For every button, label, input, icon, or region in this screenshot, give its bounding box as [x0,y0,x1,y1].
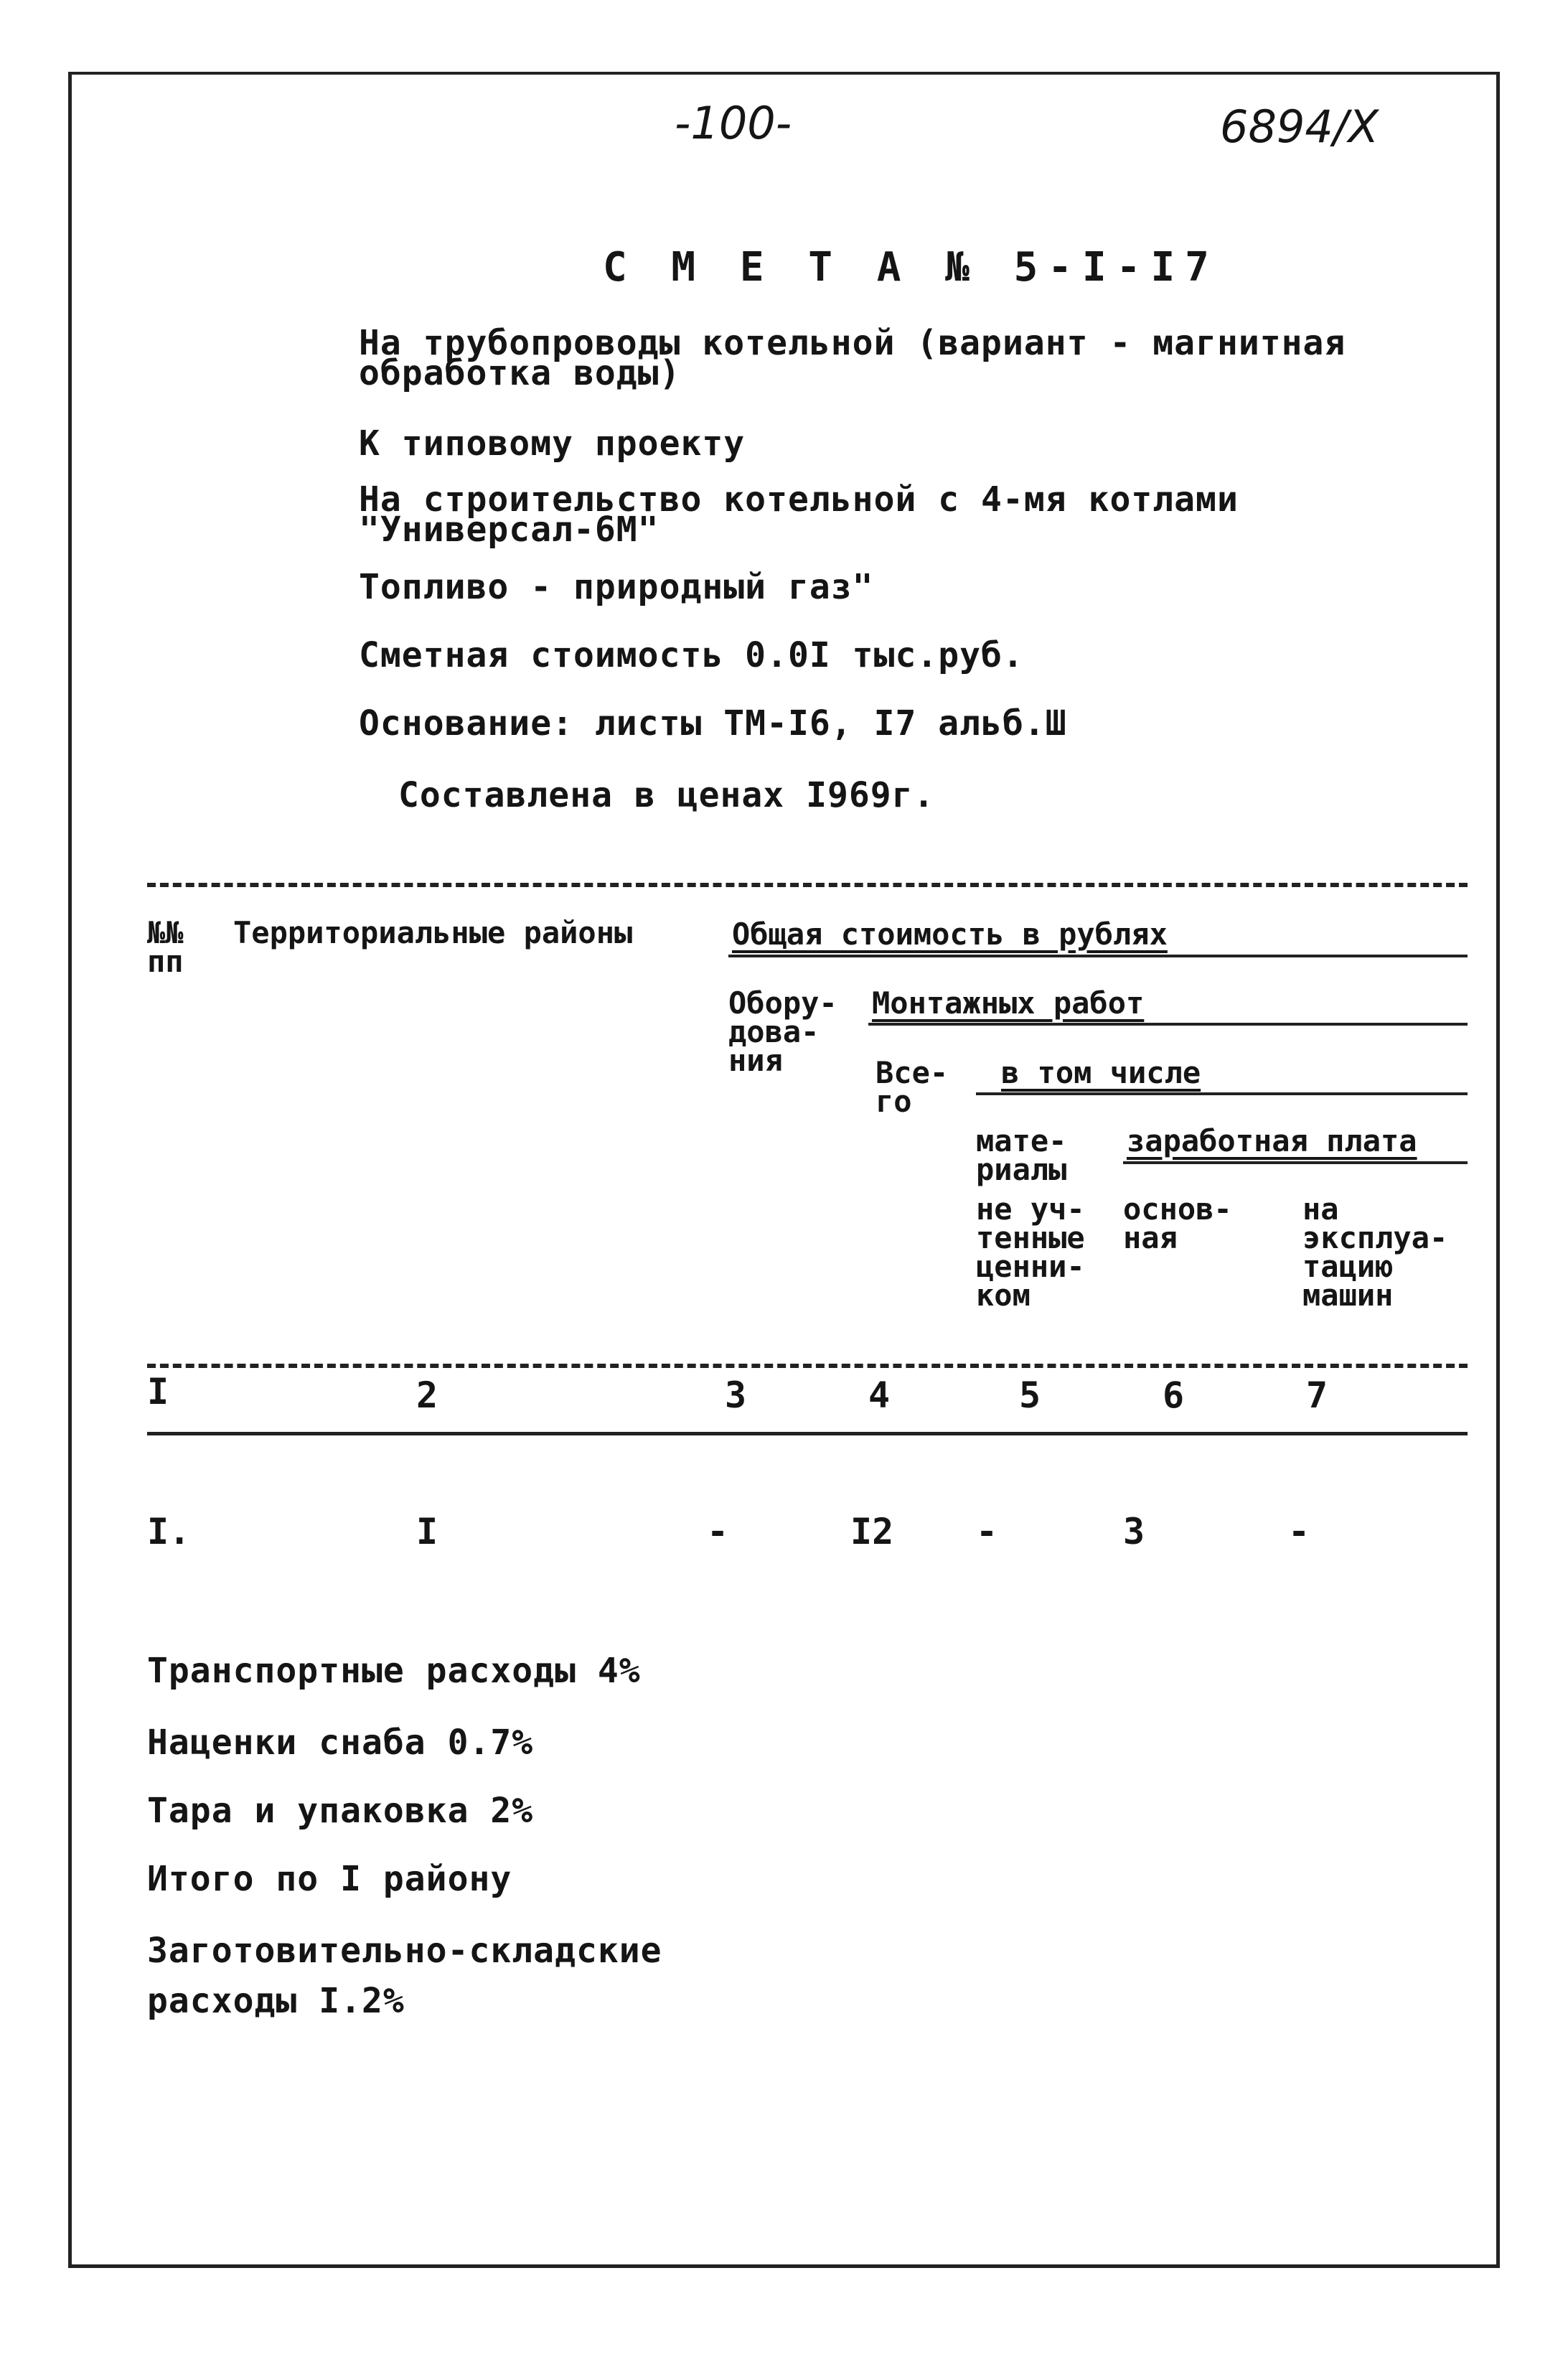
equipment-header-3: ния [728,1043,783,1078]
column-number: 6 [1163,1374,1185,1416]
materials-header-5: ценни- [976,1249,1085,1284]
table-cell: - [1288,1511,1310,1552]
column-number: 5 [1019,1374,1041,1416]
column-numbers-bottom-rule [147,1432,1468,1435]
basis: Основание: листы ТМ-I6, I7 альб.Ш [359,703,1067,744]
materials-header-1: мате- [976,1123,1067,1158]
equipment-header-2: дова- [728,1014,820,1049]
note-procurement-1: Заготовительно-складские [147,1931,662,1971]
construction-line-1: На строительство котельной с 4-мя котлами [359,479,1239,520]
materials-header-3: не уч- [976,1191,1085,1227]
including-header: в том числе [1001,1055,1201,1090]
installation-underline [868,1023,1468,1026]
table-cell: I. [147,1511,191,1552]
estimate-title: С М Е Т А № 5-I-I7 [603,244,1219,291]
note-total-region: Итого по I району [147,1859,512,1899]
column-number: I [147,1371,169,1412]
col-regions-header: Территориальные районы [233,915,633,950]
construction-line-2: "Универсал-6М" [359,510,659,550]
column-numbers-top-rule [147,1364,1468,1368]
wages-underline [1123,1161,1468,1164]
wages-header: заработная плата [1127,1123,1417,1158]
archive-number: 6894/X [1220,100,1379,153]
note-transport: Транспортные расходы 4% [147,1651,641,1691]
machines-header-4: машин [1302,1278,1394,1313]
table-cell: I2 [850,1511,894,1552]
basic-wage-header-1: основ- [1123,1191,1232,1227]
machines-header-3: тацию [1302,1249,1394,1284]
subject-line-2: обработка воды) [359,353,681,393]
project-reference: К типовому проекту [359,423,746,464]
total-cost-underline [728,955,1468,957]
table-cell: 3 [1123,1511,1145,1552]
including-underline [976,1092,1468,1095]
page-number: -100- [675,97,792,149]
column-number: 2 [416,1374,438,1416]
materials-header-6: ком [976,1278,1031,1313]
table-top-rule [147,883,1468,887]
column-number: 3 [725,1374,747,1416]
machines-header-1: на [1302,1191,1339,1227]
table-cell: - [976,1511,998,1552]
column-number: 4 [868,1374,891,1416]
total-cost-header: Общая стоимость в рублях [732,917,1168,952]
col-num-header-1: №№ [147,915,184,950]
col-num-header-2: пп [147,944,184,979]
machines-header-2: эксплуа- [1302,1220,1448,1255]
table-cell: I [416,1511,438,1552]
materials-header-2: риалы [976,1152,1067,1187]
subject-line-1: На трубопроводы котельной (вариант - магнитная [359,323,1346,363]
note-markup: Наценки снаба 0.7% [147,1723,534,1763]
installation-header: Монтажных работ [872,985,1145,1021]
column-number: 7 [1306,1374,1328,1416]
total-header-1: Все- [875,1055,949,1090]
total-header-2: го [875,1084,912,1119]
fuel-type: Топливо - природный газ" [359,567,874,607]
basic-wage-header-2: ная [1123,1220,1178,1255]
table-cell: - [707,1511,729,1552]
materials-header-4: тенные [976,1220,1085,1255]
estimated-cost: Сметная стоимость 0.0I тыс.руб. [359,635,1024,675]
note-procurement-2: расходы I.2% [147,1981,405,2021]
price-basis: Составлена в ценах I969г. [398,775,935,815]
note-packaging: Тара и упаковка 2% [147,1791,534,1831]
equipment-header-1: Обору- [728,985,837,1021]
